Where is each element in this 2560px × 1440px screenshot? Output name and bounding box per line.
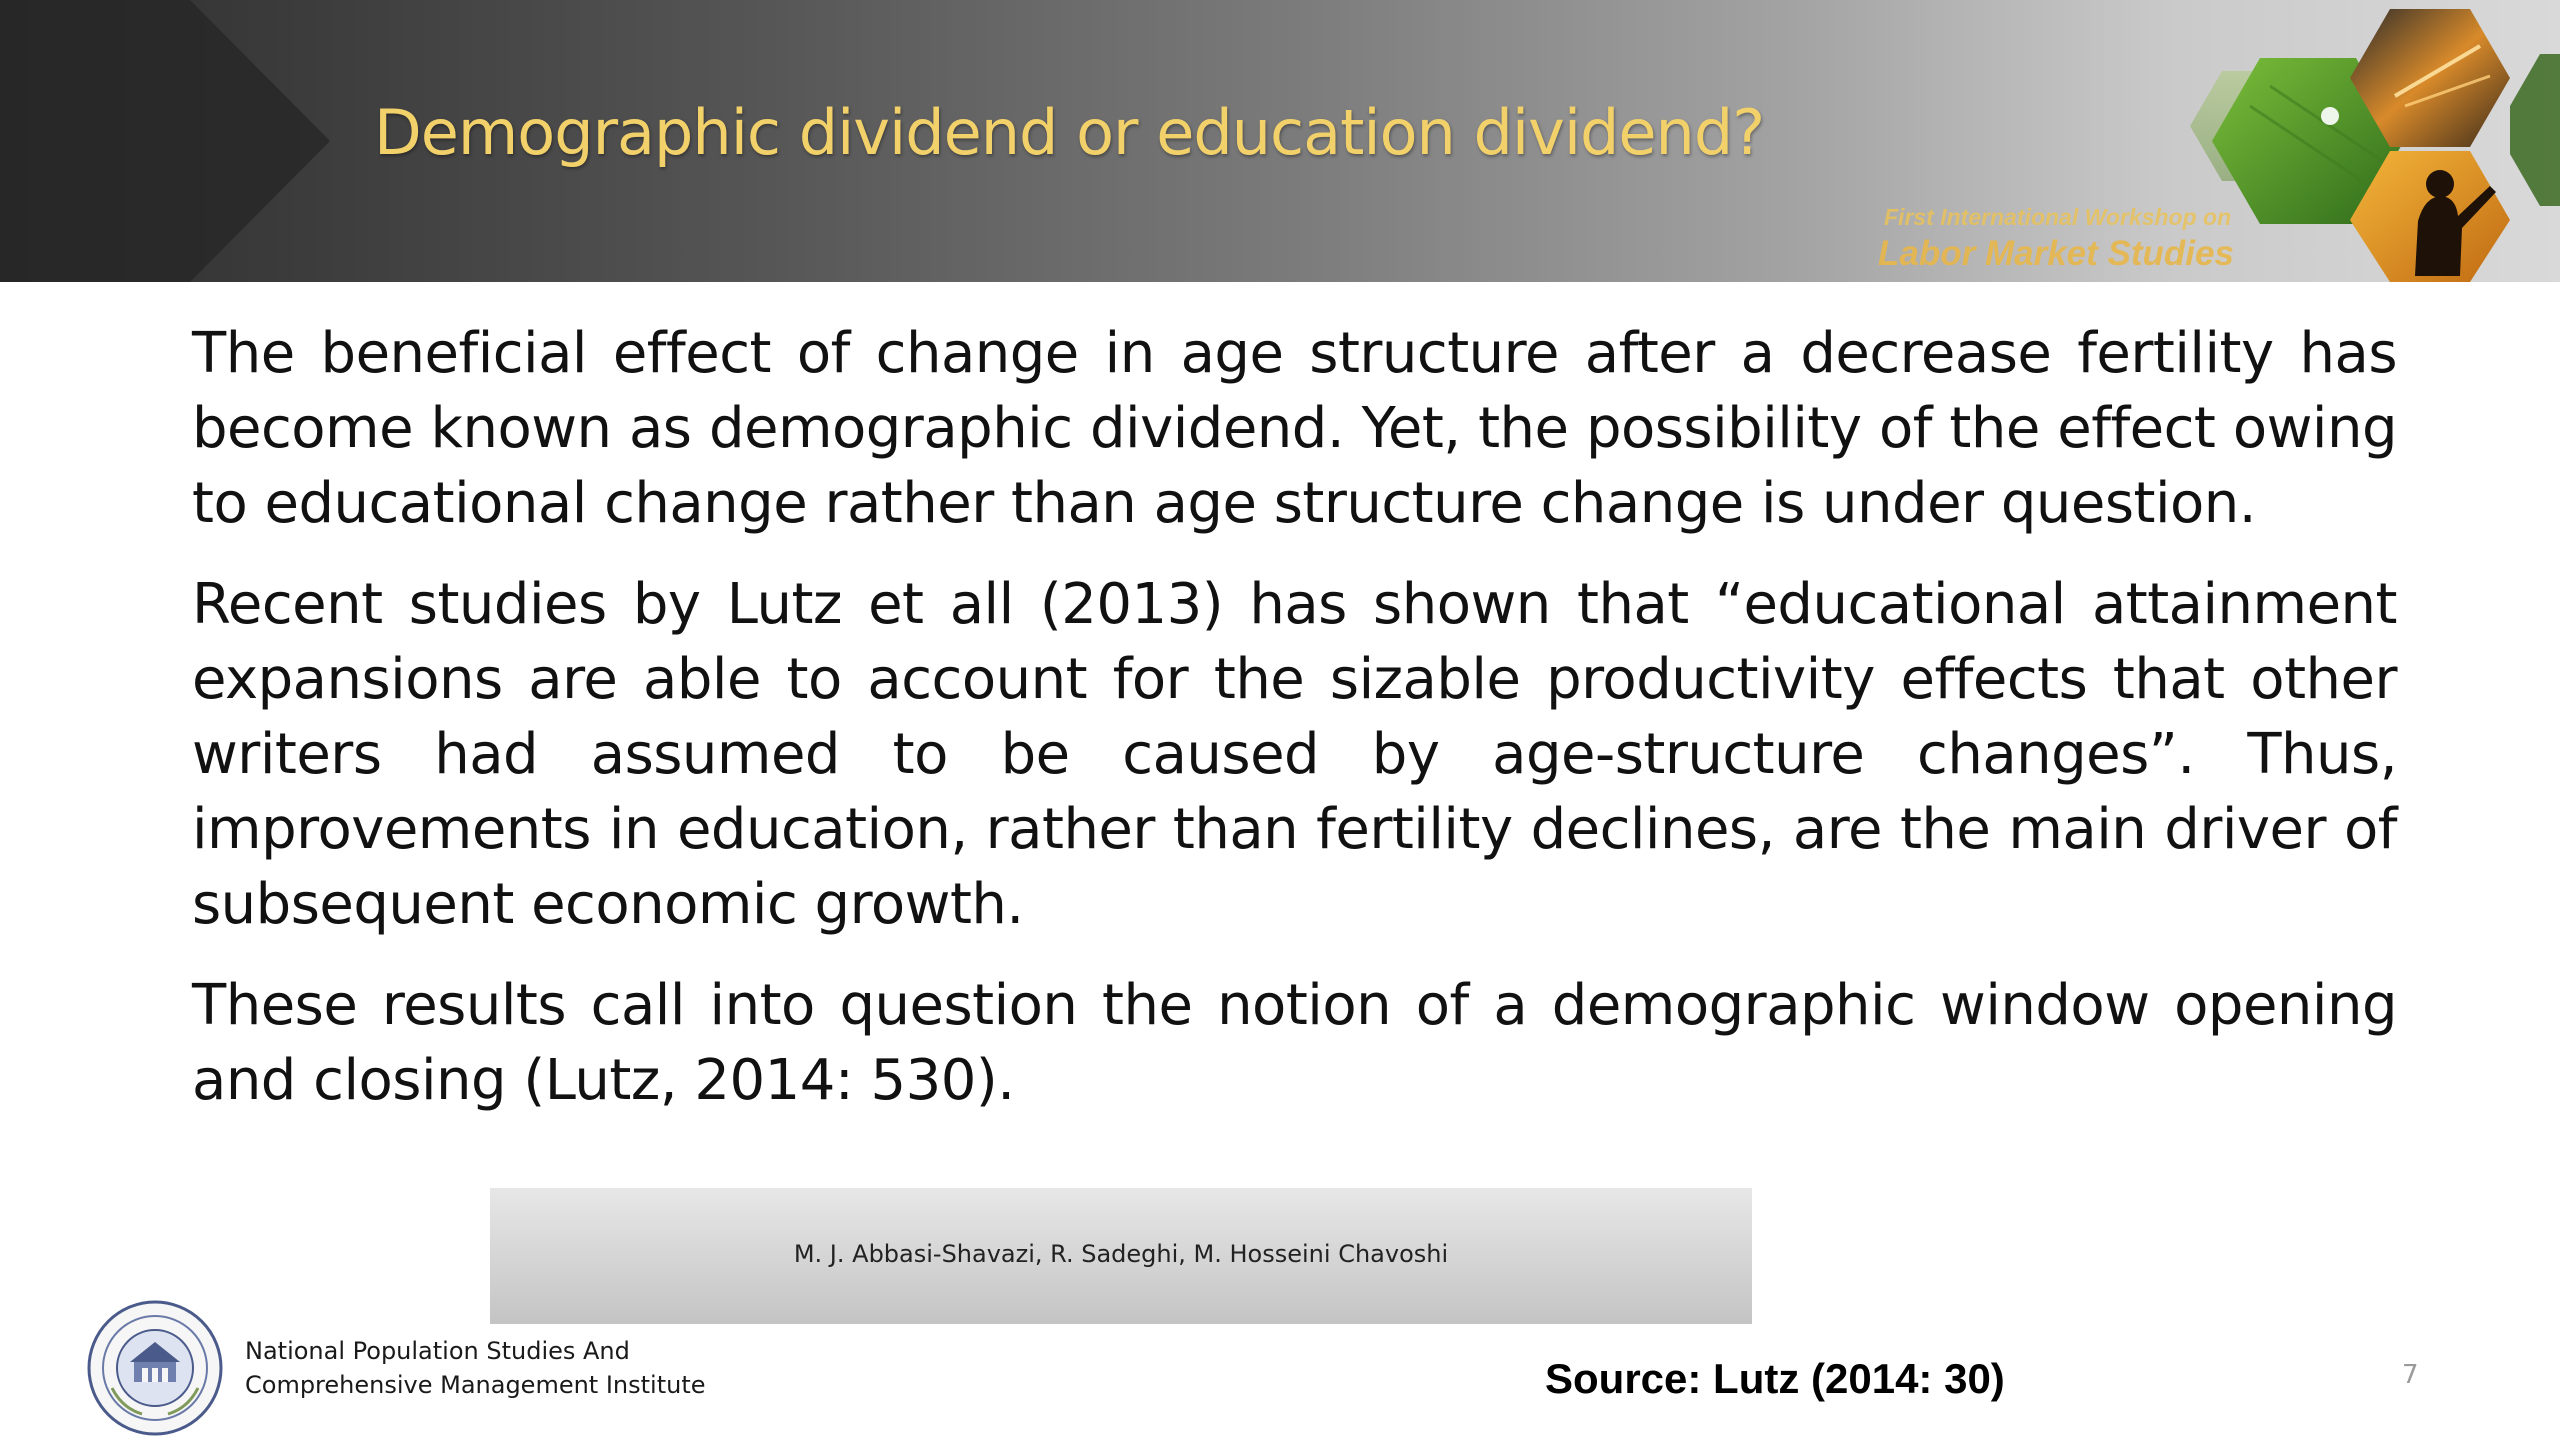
header-chevron-decoration: [0, 0, 330, 282]
workshop-name-line1: First International Workshop on: [1884, 204, 2232, 230]
institute-name-line1: National Population Studies And: [245, 1337, 630, 1365]
institute-emblem-icon: [82, 1298, 228, 1438]
institute-name-line2: Comprehensive Management Institute: [245, 1371, 706, 1399]
author-caption: M. J. Abbasi-Shavazi, R. Sadeghi, M. Hosseini Chavoshi: [793, 1240, 1449, 1268]
author-caption-box: [490, 1188, 1752, 1324]
hexagon-photo-collage: [2190, 6, 2560, 282]
page-number: 7: [2402, 1360, 2419, 1390]
body-paragraph-3: These results call into question the notion of a demographic window opening and closing (Lutz, 2014: 530).: [192, 973, 2397, 1113]
slide-title: Demographic dividend or education dividend?: [374, 96, 1765, 169]
slide-body: [192, 316, 2397, 1144]
source-citation: Source: Lutz (2014: 30): [1545, 1355, 2005, 1402]
workshop-name-line2: Labor Market Studies: [1878, 234, 2234, 273]
body-paragraph-2: Recent studies by Lutz et all (2013) has shown that “educational attainment expansions are able to account for the sizable productivity effects that other writers had assumed to be caused by age-structure changes”. Thus, improvements in education, rather than fertility declines, are the main driver of subsequent economic growth.: [192, 572, 2397, 937]
body-paragraph-1: The beneficial effect of change in age structure after a decrease fertility has become known as demographic dividend. Yet, the possibility of the effect owing to educational change rather than age structure change is under question.: [192, 321, 2397, 536]
slide-header: [0, 0, 2560, 282]
